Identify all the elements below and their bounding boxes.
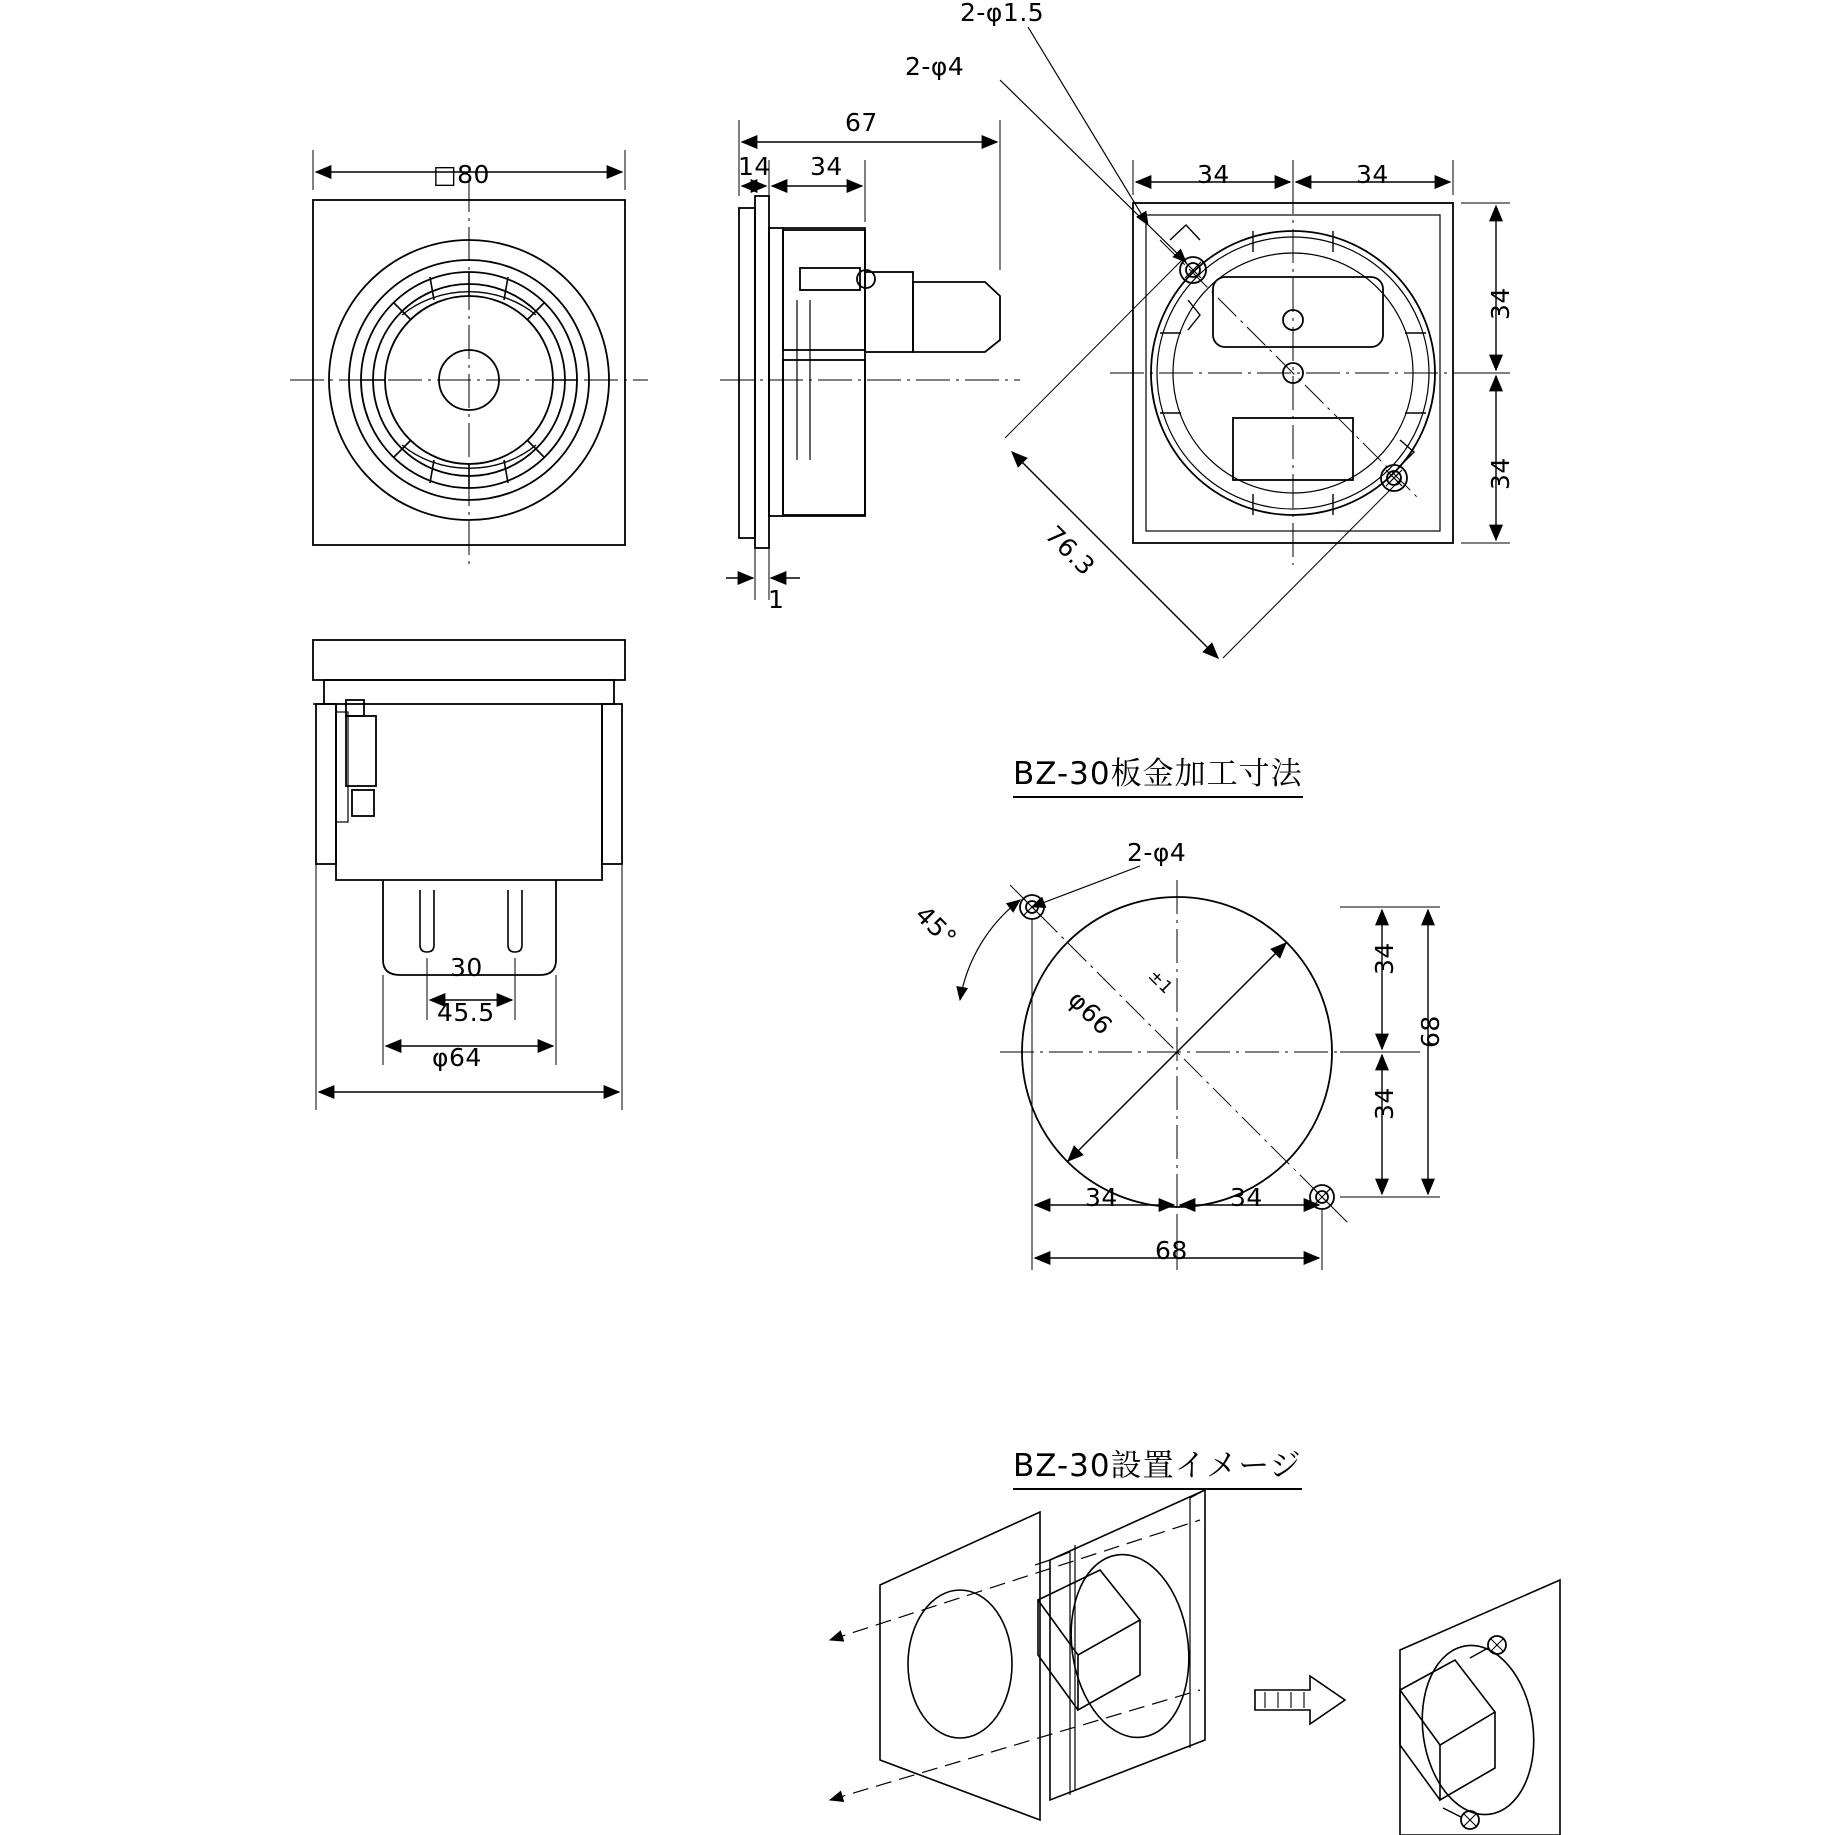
front-width-dim: □80 (433, 160, 490, 189)
side-view-geometry (720, 120, 1020, 600)
bottom-view-geometry (313, 640, 625, 1110)
cutout-screw-holes-label: 2-φ4 (1127, 838, 1187, 867)
rear-screw-upper-left (1180, 257, 1206, 283)
cutout-right-upper-dim: 34 (1370, 942, 1399, 975)
panel-cutout-title: BZ-30板金加工寸法 (1013, 748, 1303, 798)
rear-left-half-dim: 34 (1197, 160, 1230, 189)
rear-top-half-dim: 34 (1486, 287, 1515, 320)
bottom-terminal-width-dim: 45.5 (437, 998, 495, 1027)
rear-hole-1-5-label: 2-φ1.5 (960, 0, 1045, 27)
bottom-body-diameter-dim: φ64 (432, 1043, 482, 1072)
panel-cutout-geometry (960, 866, 1440, 1270)
cutout-right-total-dim: 68 (1416, 1015, 1445, 1048)
side-body-depth-dim: 34 (810, 152, 843, 181)
side-overall-depth-dim: 67 (845, 108, 878, 137)
rear-diagonal-dim: 76.3 (1039, 520, 1101, 582)
side-flange-depth-dim: 14 (738, 152, 771, 181)
cutout-tolerance-label: ±1 (1143, 966, 1177, 999)
rear-hole-4-label: 2-φ4 (905, 52, 965, 81)
front-view-geometry (290, 150, 648, 567)
cutout-bottom-left-dim: 34 (1085, 1183, 1118, 1212)
rear-right-half-dim: 34 (1356, 160, 1389, 189)
installation-title: BZ-30設置イメージ (1013, 1440, 1302, 1490)
bottom-pin-pitch-dim: 30 (450, 953, 483, 982)
installation-geometry (830, 1490, 1560, 1835)
rear-bottom-half-dim: 34 (1486, 457, 1515, 490)
side-flange-thickness-dim: 1 (768, 585, 785, 614)
cutout-diameter-label: φ66 (1062, 985, 1119, 1041)
cutout-right-lower-dim: 34 (1370, 1087, 1399, 1120)
cutout-bottom-right-dim: 34 (1230, 1183, 1263, 1212)
rear-screw-lower-right (1381, 465, 1407, 491)
cutout-angle-label: 45° (909, 900, 963, 953)
install-screw-lower (1443, 1808, 1479, 1829)
install-screw-upper (1470, 1636, 1506, 1658)
cutout-bottom-total-dim: 68 (1155, 1236, 1188, 1265)
